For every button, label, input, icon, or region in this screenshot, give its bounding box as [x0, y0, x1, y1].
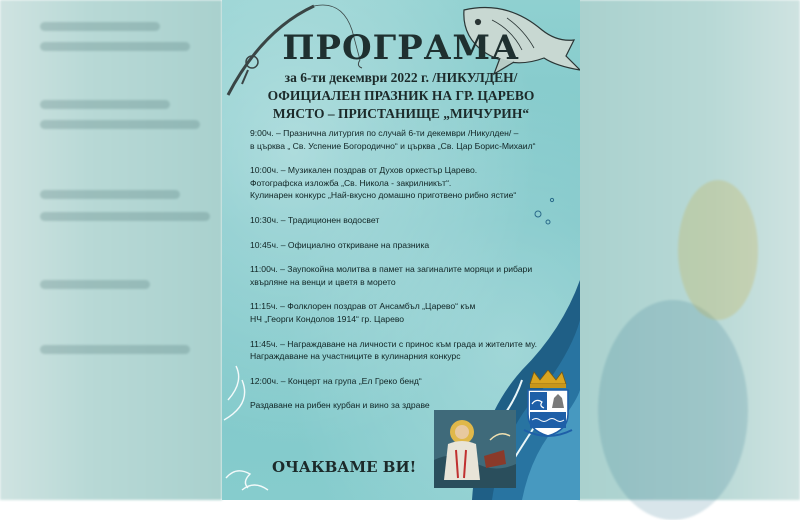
blurred-text	[40, 190, 180, 199]
program-text: 9:00ч. – Празнична литургия по случай 6-ти декември /Никулден/ –	[250, 128, 519, 138]
program-item	[250, 263, 570, 288]
closing-text: ОЧАКВАМЕ ВИ!	[272, 458, 417, 476]
program-text: 12:00ч. – Концерт на група „Ел Греко бенд“	[250, 375, 422, 386]
backdrop-right	[578, 0, 800, 500]
program-text: 11:15ч. – Фолклорен поздрав от Ансамбъл „Царево“ към	[250, 301, 476, 312]
location-line: МЯСТО – ПРИСТАНИЩЕ „МИЧУРИН“	[272, 106, 530, 121]
date-line: за 6-ти декември 2022 г. /НИКУЛДЕН/	[284, 70, 518, 85]
blurred-text	[40, 120, 200, 129]
program-text: Кулинарен конкурс „Най-вкусно домашно приготвено рибно ястие“	[250, 190, 517, 201]
program-text: в църква „ Св. Успение Богородично“ и църква „Св. Цар Борис-Михаил“	[250, 140, 536, 151]
backdrop-left	[0, 0, 222, 500]
program-text: Награждаване на участниците в кулинарния конкурс	[250, 351, 461, 362]
blurred-text	[40, 22, 160, 31]
holiday-line: ОФИЦИАЛЕН ПРАЗНИК НА ГР. ЦАРЕВО	[267, 88, 535, 103]
blurred-text	[40, 345, 190, 354]
program-text: 11:00ч. – Заупокойна молитва в памет на загиналите моряци и рибари	[250, 264, 533, 275]
saint-icon	[434, 410, 516, 488]
blurred-text	[40, 280, 150, 289]
program-item	[250, 300, 570, 325]
blurred-crest	[678, 180, 758, 320]
poster-title: ПРОГРАМА	[282, 28, 520, 68]
program-text: 10:45ч. – Официално откриване на празника	[250, 239, 430, 250]
program-text: 10:30ч. – Традиционен водосвет	[250, 214, 380, 225]
program-item	[250, 239, 570, 252]
blurred-text	[40, 42, 190, 51]
program-item	[250, 338, 570, 363]
blurred-wave	[598, 300, 748, 520]
event-poster	[222, 0, 580, 500]
program-item	[250, 127, 570, 152]
program-text: Раздаване на рибен курбан и вино за здраве	[250, 400, 430, 411]
program-text: хвърляне на венци и цветя в морето	[250, 276, 396, 287]
program-text: НЧ „Георги Кондолов 1914“ гр. Царево	[250, 313, 405, 324]
program-item	[250, 164, 570, 202]
coat-of-arms-icon	[520, 370, 576, 438]
blurred-text	[40, 212, 210, 221]
program-text: 10:00ч. – Музикален поздрав от Духов оркестър Царево.	[250, 165, 478, 176]
program-text: Фотографска изложба „Св. Никола - закрилникът“.	[250, 177, 452, 188]
program-item	[250, 214, 570, 227]
program-text: 11:45ч. – Награждаване на личности с принос към града и жителите му.	[250, 338, 537, 349]
blurred-text	[40, 100, 170, 109]
